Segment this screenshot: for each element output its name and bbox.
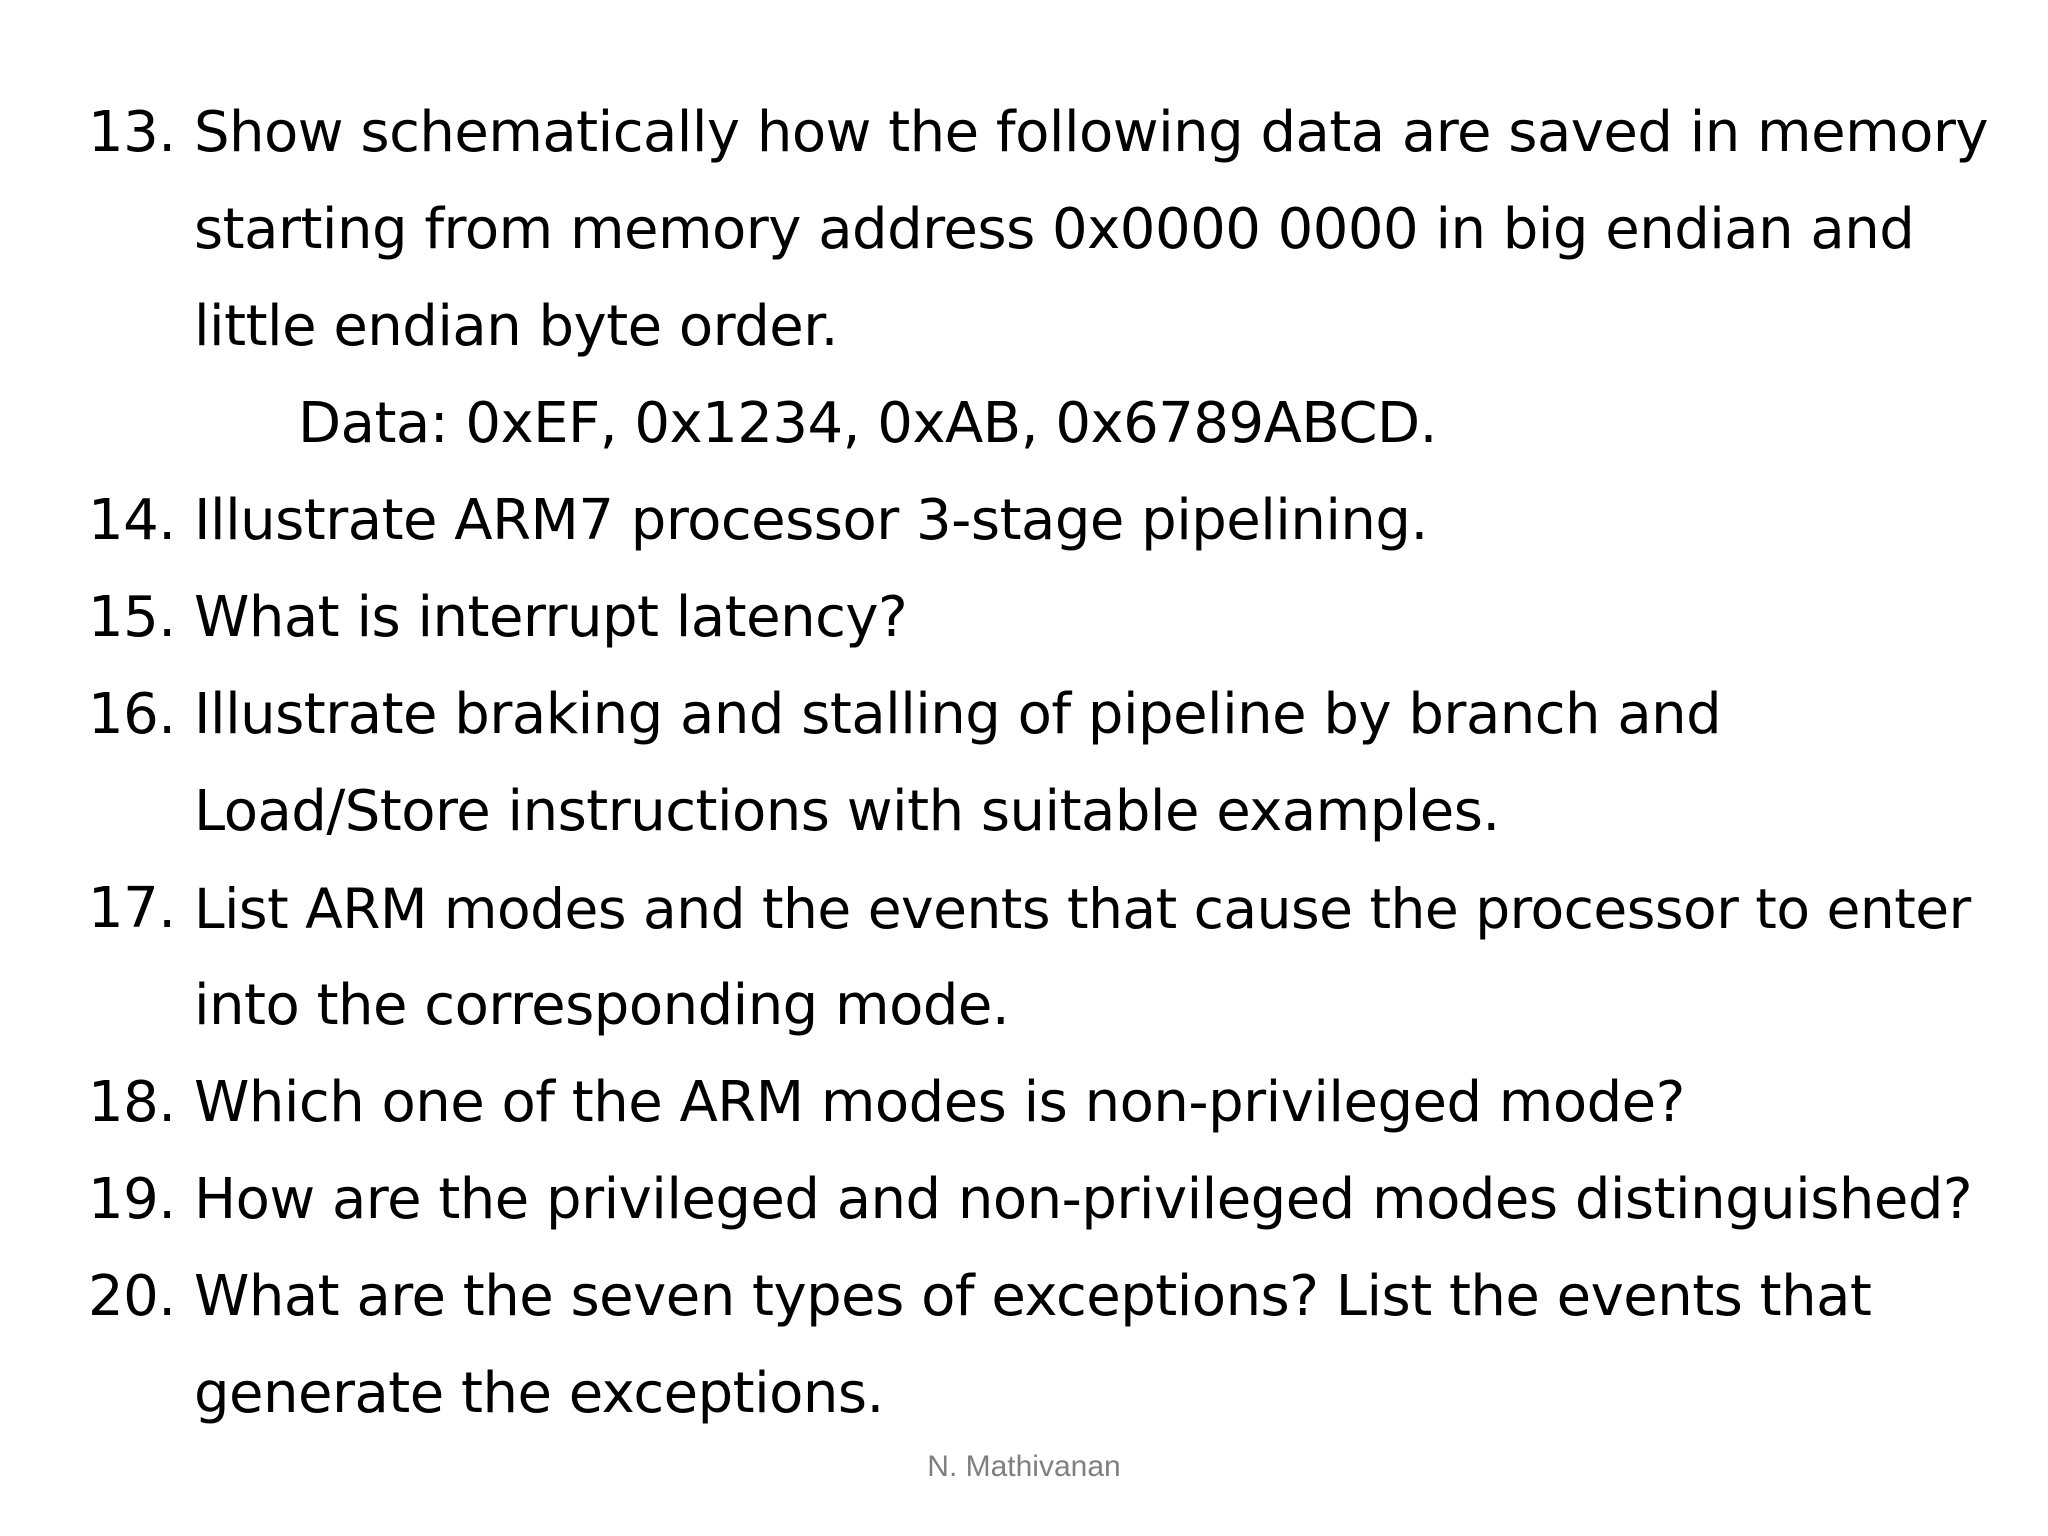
question-13-data: Data: 0xEF, 0x1234, 0xAB, 0x6789ABCD. <box>298 391 1437 456</box>
question-14-number: 14. <box>88 488 176 553</box>
question-20-number: 20. <box>88 1264 176 1329</box>
footer-author: N. Mathivanan <box>927 1450 1121 1483</box>
question-13-line-1: Show schematically how the following data are saved in memory <box>194 100 1989 165</box>
question-17-line-1: List ARM modes and the events that cause the processor to enter <box>194 877 1971 941</box>
question-15-line-1: What is interrupt latency? <box>194 585 908 650</box>
question-17-number: 17. <box>88 876 176 941</box>
question-18-line-1: Which one of the ARM modes is non-privileged mode? <box>194 1070 1685 1135</box>
question-13-line-2: starting from memory address 0x0000 0000 in big endian and <box>194 197 1915 262</box>
question-13-line-3: little endian byte order. <box>194 294 838 359</box>
question-16-number: 16. <box>88 682 176 747</box>
question-19-line-1: How are the privileged and non-privileged modes distinguished? <box>194 1167 1973 1232</box>
question-17-line-2: into the corresponding mode. <box>194 973 1010 1038</box>
question-16-line-1: Illustrate braking and stalling of pipeline by branch and <box>194 682 1722 747</box>
question-20-line-1: What are the seven types of exceptions? List the events that <box>194 1264 1872 1329</box>
question-18-number: 18. <box>88 1070 176 1135</box>
question-14-line-1: Illustrate ARM7 processor 3-stage pipelining. <box>194 488 1428 553</box>
question-20-line-2: generate the exceptions. <box>194 1361 884 1426</box>
question-13-number: 13. <box>88 100 176 165</box>
question-15-number: 15. <box>88 585 176 650</box>
question-19-number: 19. <box>88 1167 176 1232</box>
question-16-line-2: Load/Store instructions with suitable examples. <box>194 779 1500 844</box>
